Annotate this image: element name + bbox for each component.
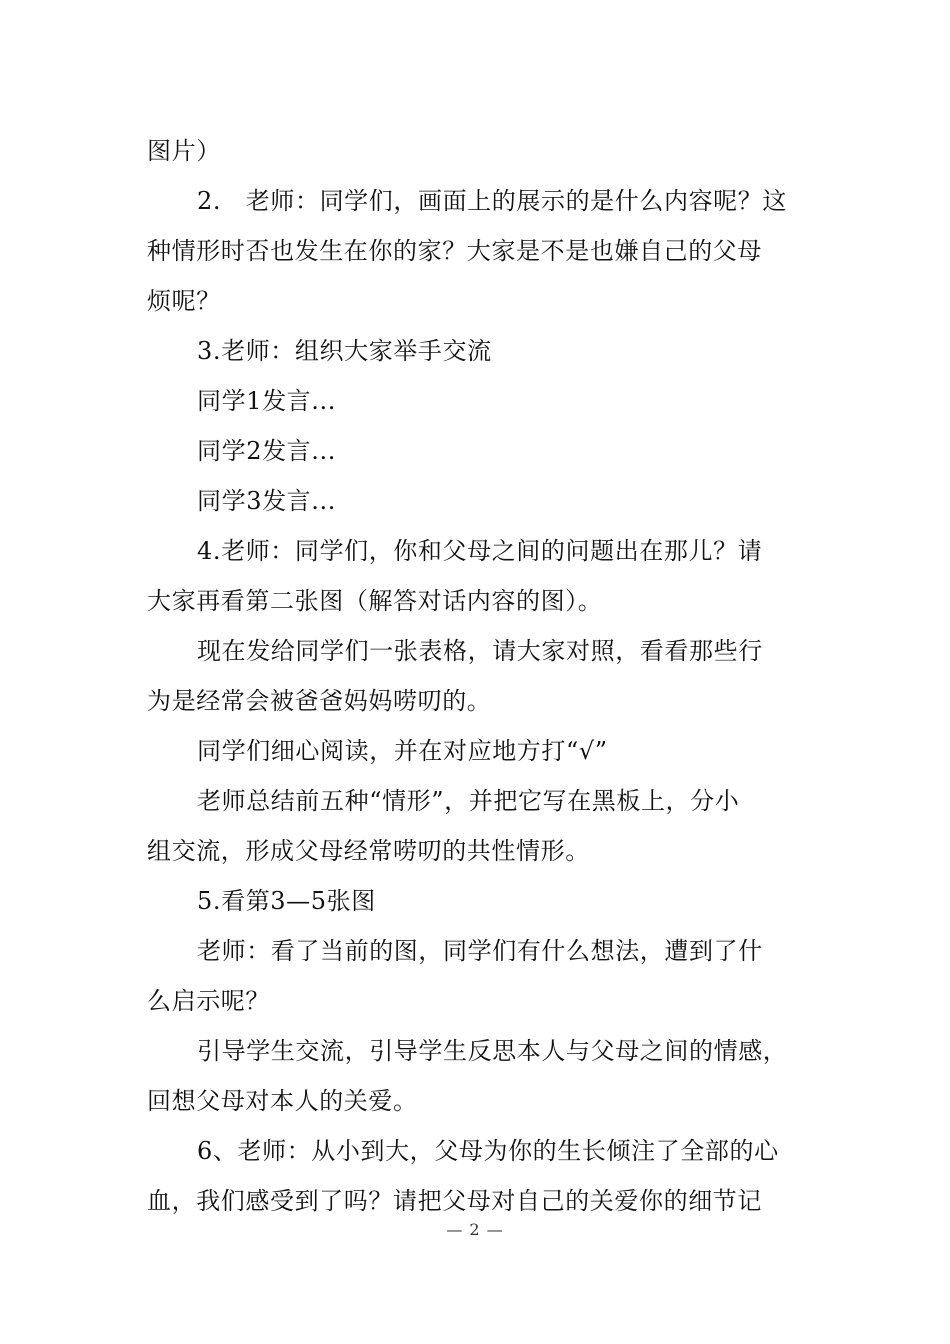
text-line-2: 2. 老师：同学们，画面上的展示的是什么内容呢？这 [197, 187, 787, 215]
text-line-10: 大家再看第二张图（解答对话内容的图）。 [147, 587, 603, 615]
text-line-19: 引导学生交流，引导学生反思本人与父母之间的情感， [197, 1037, 788, 1065]
text-line-7: 同学2发言... [197, 437, 336, 465]
text-line-20: 回想父母对本人的关爱。 [147, 1087, 418, 1115]
text-line-17: 老师：看了当前的图，同学们有什么想法，遭到了什 [197, 937, 763, 965]
text-line-4: 烦呢？ [147, 287, 221, 315]
text-line-11: 现在发给同学们一张表格，请大家对照，看看那些行 [197, 637, 763, 665]
text-line-14: 老师总结前五种“情形”，并把它写在黑板上，分小 [197, 787, 740, 815]
page-number: — 2 — [446, 1220, 504, 1239]
text-line-8: 同学3发言... [197, 487, 336, 515]
text-line-13: 同学们细心阅读，并在对应地方打“√” [197, 737, 608, 765]
text-line-15: 组交流，形成父母经常唠叨的共性情形。 [147, 837, 590, 865]
text-line-9: 4.老师：同学们，你和父母之间的问题出在那儿？请 [197, 537, 763, 565]
text-line-18: 么启示呢？ [147, 987, 270, 1015]
text-line-6: 同学1发言... [197, 387, 336, 415]
text-line-16: 5.看第3—5张图 [197, 887, 376, 915]
text-line-1: 图片） [147, 137, 221, 165]
text-line-3: 种情形时否也发生在你的家？大家是不是也嫌自己的父母 [147, 237, 762, 265]
text-line-5: 3.老师：组织大家举手交流 [197, 337, 492, 365]
text-line-12: 为是经常会被爸爸妈妈唠叨的。 [147, 687, 492, 715]
text-line-21: 6、老师：从小到大，父母为你的生长倾注了全部的心 [197, 1137, 779, 1165]
text-line-22: 血，我们感受到了吗？请把父母对自己的关爱你的细节记 [147, 1187, 762, 1215]
